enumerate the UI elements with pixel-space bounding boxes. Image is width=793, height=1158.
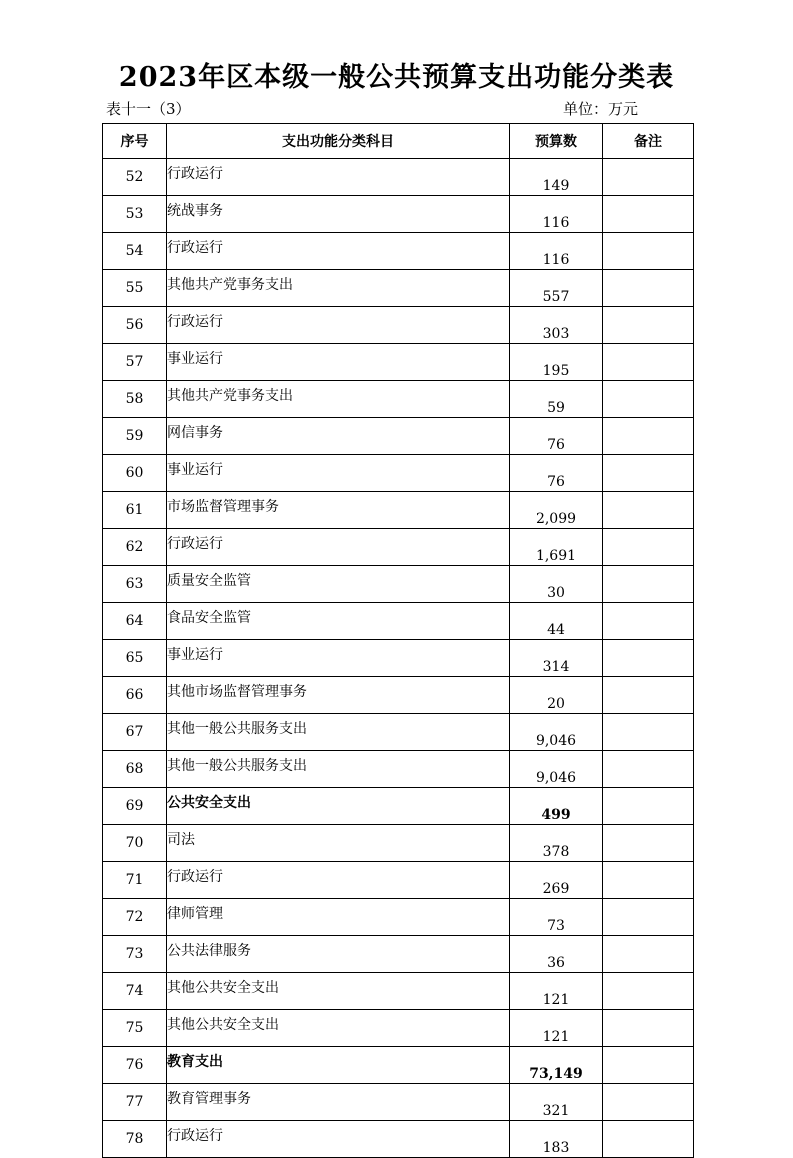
row-amount: 1,691 bbox=[510, 529, 603, 566]
row-category: 行政运行 bbox=[167, 307, 510, 344]
row-amount: 121 bbox=[510, 973, 603, 1010]
row-amount: 76 bbox=[510, 418, 603, 455]
table-row bbox=[103, 270, 694, 307]
row-category: 司法 bbox=[167, 825, 510, 862]
row-category: 食品安全监管 bbox=[167, 603, 510, 640]
row-note bbox=[603, 1121, 694, 1158]
row-category: 律师管理 bbox=[167, 899, 510, 936]
row-number: 65 bbox=[103, 640, 167, 677]
row-note bbox=[603, 1047, 694, 1084]
row-category: 行政运行 bbox=[167, 1121, 510, 1158]
row-amount: 314 bbox=[510, 640, 603, 677]
table-row bbox=[103, 640, 694, 677]
row-category: 其他市场监督管理事务 bbox=[167, 677, 510, 714]
table-row bbox=[103, 566, 694, 603]
row-number: 60 bbox=[103, 455, 167, 492]
row-amount: 9,046 bbox=[510, 751, 603, 788]
row-note bbox=[603, 751, 694, 788]
row-note bbox=[603, 899, 694, 936]
row-note bbox=[603, 270, 694, 307]
row-category: 其他一般公共服务支出 bbox=[167, 714, 510, 751]
table-row bbox=[103, 603, 694, 640]
table-row bbox=[103, 1010, 694, 1047]
row-amount: 76 bbox=[510, 455, 603, 492]
row-number: 71 bbox=[103, 862, 167, 899]
table-row bbox=[103, 936, 694, 973]
row-amount: 59 bbox=[510, 381, 603, 418]
row-category: 其他一般公共服务支出 bbox=[167, 751, 510, 788]
row-category: 市场监督管理事务 bbox=[167, 492, 510, 529]
row-note bbox=[603, 640, 694, 677]
row-number: 62 bbox=[103, 529, 167, 566]
row-number: 58 bbox=[103, 381, 167, 418]
row-note bbox=[603, 196, 694, 233]
row-number: 52 bbox=[103, 159, 167, 196]
row-amount: 36 bbox=[510, 936, 603, 973]
row-note bbox=[603, 973, 694, 1010]
row-note bbox=[603, 492, 694, 529]
row-amount: 269 bbox=[510, 862, 603, 899]
row-category: 统战事务 bbox=[167, 196, 510, 233]
row-number: 64 bbox=[103, 603, 167, 640]
row-category: 公共安全支出 bbox=[167, 788, 510, 825]
table-row bbox=[103, 1121, 694, 1158]
table-row bbox=[103, 159, 694, 196]
row-note bbox=[603, 566, 694, 603]
row-amount: 2,099 bbox=[510, 492, 603, 529]
header-category: 支出功能分类科目 bbox=[167, 124, 510, 159]
row-amount: 116 bbox=[510, 196, 603, 233]
row-amount: 73,149 bbox=[510, 1047, 603, 1084]
row-number: 78 bbox=[103, 1121, 167, 1158]
row-note bbox=[603, 159, 694, 196]
row-note bbox=[603, 825, 694, 862]
row-number: 54 bbox=[103, 233, 167, 270]
table-row bbox=[103, 233, 694, 270]
row-number: 59 bbox=[103, 418, 167, 455]
row-note bbox=[603, 862, 694, 899]
row-category: 其他公共安全支出 bbox=[167, 973, 510, 1010]
row-number: 69 bbox=[103, 788, 167, 825]
table-body bbox=[103, 159, 694, 1158]
page-title: 2023年区本级一般公共预算支出功能分类表 bbox=[118, 62, 675, 93]
table-row bbox=[103, 307, 694, 344]
row-number: 67 bbox=[103, 714, 167, 751]
row-category: 事业运行 bbox=[167, 344, 510, 381]
row-number: 75 bbox=[103, 1010, 167, 1047]
row-note bbox=[603, 233, 694, 270]
row-note bbox=[603, 381, 694, 418]
table-row bbox=[103, 529, 694, 566]
row-category: 教育管理事务 bbox=[167, 1084, 510, 1121]
row-number: 56 bbox=[103, 307, 167, 344]
row-note bbox=[603, 788, 694, 825]
table-row bbox=[103, 825, 694, 862]
header-no: 序号 bbox=[103, 124, 167, 159]
row-number: 76 bbox=[103, 1047, 167, 1084]
row-note bbox=[603, 529, 694, 566]
row-amount: 20 bbox=[510, 677, 603, 714]
row-note bbox=[603, 418, 694, 455]
row-number: 53 bbox=[103, 196, 167, 233]
row-number: 73 bbox=[103, 936, 167, 973]
row-number: 63 bbox=[103, 566, 167, 603]
row-amount: 30 bbox=[510, 566, 603, 603]
budget-table bbox=[102, 123, 694, 1158]
unit-label: 单位：万元 bbox=[563, 100, 639, 118]
row-category: 行政运行 bbox=[167, 233, 510, 270]
row-amount: 183 bbox=[510, 1121, 603, 1158]
table-header-row bbox=[103, 124, 694, 159]
row-category: 行政运行 bbox=[167, 159, 510, 196]
row-amount: 121 bbox=[510, 1010, 603, 1047]
row-category: 其他共产党事务支出 bbox=[167, 270, 510, 307]
table-row bbox=[103, 1047, 694, 1084]
row-category: 教育支出 bbox=[167, 1047, 510, 1084]
row-number: 77 bbox=[103, 1084, 167, 1121]
row-number: 55 bbox=[103, 270, 167, 307]
row-category: 网信事务 bbox=[167, 418, 510, 455]
row-amount: 303 bbox=[510, 307, 603, 344]
row-note bbox=[603, 455, 694, 492]
row-number: 57 bbox=[103, 344, 167, 381]
table-row bbox=[103, 418, 694, 455]
table-row bbox=[103, 196, 694, 233]
table-row bbox=[103, 714, 694, 751]
row-amount: 116 bbox=[510, 233, 603, 270]
row-note bbox=[603, 307, 694, 344]
table-number: 表十一（3） bbox=[106, 100, 191, 118]
table-row bbox=[103, 788, 694, 825]
row-note bbox=[603, 603, 694, 640]
header-amount: 预算数 bbox=[510, 124, 603, 159]
row-number: 70 bbox=[103, 825, 167, 862]
table-row bbox=[103, 751, 694, 788]
row-note bbox=[603, 714, 694, 751]
table-row bbox=[103, 1084, 694, 1121]
row-number: 74 bbox=[103, 973, 167, 1010]
table-row bbox=[103, 862, 694, 899]
row-note bbox=[603, 1084, 694, 1121]
row-note bbox=[603, 677, 694, 714]
row-number: 61 bbox=[103, 492, 167, 529]
row-category: 事业运行 bbox=[167, 640, 510, 677]
table-row bbox=[103, 677, 694, 714]
table-row bbox=[103, 344, 694, 381]
row-number: 68 bbox=[103, 751, 167, 788]
row-category: 事业运行 bbox=[167, 455, 510, 492]
row-amount: 321 bbox=[510, 1084, 603, 1121]
row-category: 公共法律服务 bbox=[167, 936, 510, 973]
row-category: 行政运行 bbox=[167, 862, 510, 899]
row-category: 其他公共安全支出 bbox=[167, 1010, 510, 1047]
table-row bbox=[103, 492, 694, 529]
row-amount: 378 bbox=[510, 825, 603, 862]
row-amount: 557 bbox=[510, 270, 603, 307]
row-amount: 195 bbox=[510, 344, 603, 381]
table-row bbox=[103, 381, 694, 418]
row-amount: 499 bbox=[510, 788, 603, 825]
row-amount: 73 bbox=[510, 899, 603, 936]
row-note bbox=[603, 1010, 694, 1047]
table-row bbox=[103, 455, 694, 492]
table-row bbox=[103, 973, 694, 1010]
row-note bbox=[603, 936, 694, 973]
row-category: 行政运行 bbox=[167, 529, 510, 566]
row-amount: 9,046 bbox=[510, 714, 603, 751]
row-category: 质量安全监管 bbox=[167, 566, 510, 603]
table-row bbox=[103, 899, 694, 936]
header-note: 备注 bbox=[603, 124, 694, 159]
row-note bbox=[603, 344, 694, 381]
row-number: 72 bbox=[103, 899, 167, 936]
row-amount: 44 bbox=[510, 603, 603, 640]
row-category: 其他共产党事务支出 bbox=[167, 381, 510, 418]
row-number: 66 bbox=[103, 677, 167, 714]
row-amount: 149 bbox=[510, 159, 603, 196]
